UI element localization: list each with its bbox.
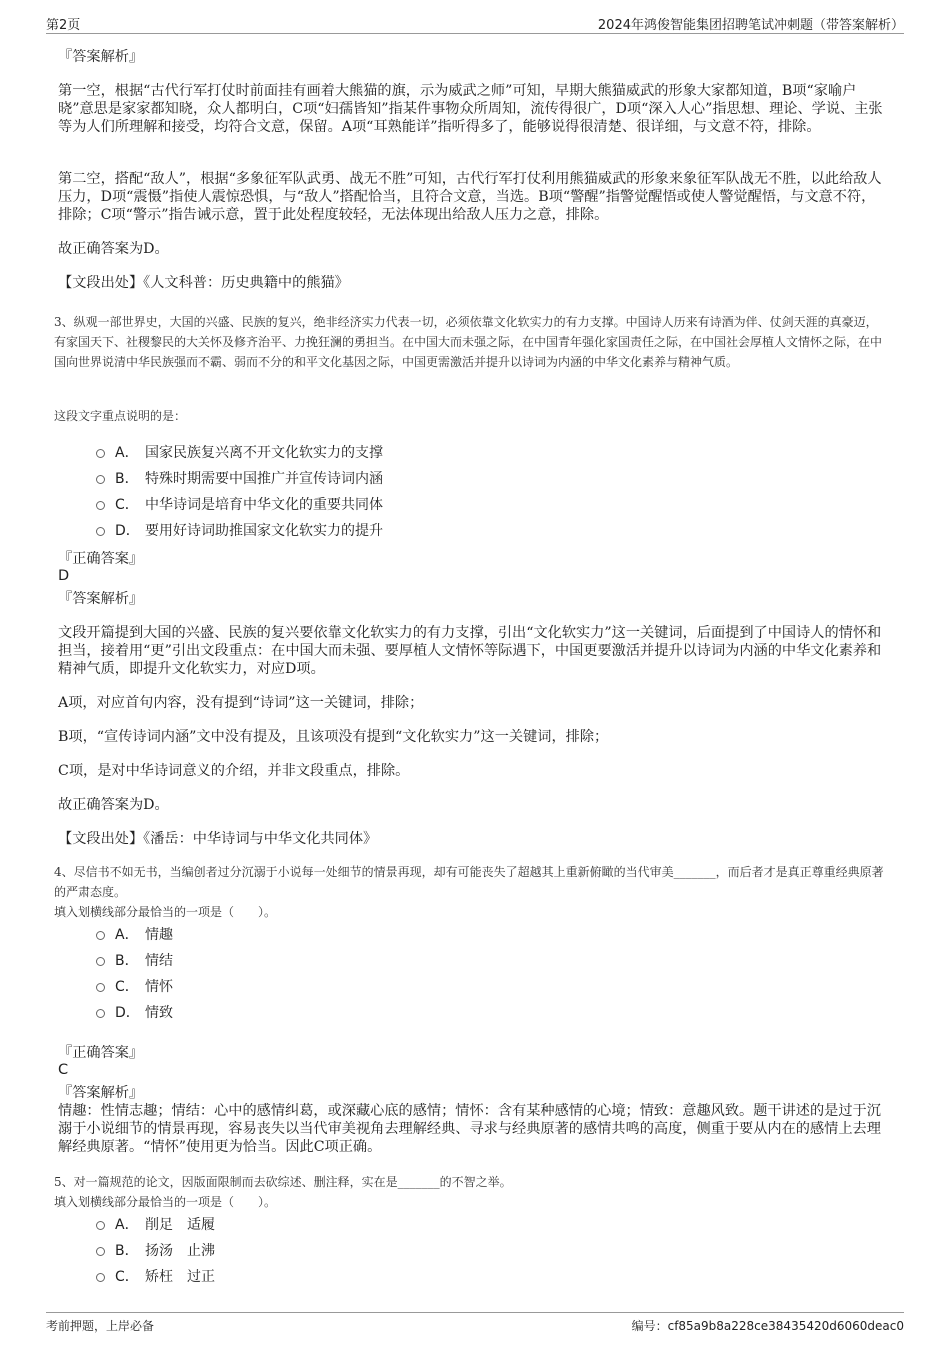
- q3-option-d[interactable]: D． 要用好诗词助推国家文化软实力的提升: [96, 522, 383, 540]
- q3-analysis-p1: 文段开篇提到大国的兴盛、民族的复兴要依靠文化软实力的有力支撑，引出“文化软实力”这一关键词，后面提到了中国诗人的情怀和担当，接着用“更”引出文段重点：在中国大而未强、要厚植人文情怀等际遇下，中国更要激活并提升以诗词为内涵的中华文化素养和精神气质，即提升文化软实力，对应D项。: [58, 625, 882, 677]
- q4-question: 填入划横线部分最恰当的一项是（ ）。: [54, 905, 277, 919]
- radio-icon[interactable]: [96, 1221, 105, 1230]
- footer-slogan: 考前押题，上岸必备: [46, 1319, 155, 1333]
- radio-icon[interactable]: [96, 527, 105, 536]
- radio-icon[interactable]: [96, 1009, 105, 1018]
- q3-answer: D: [58, 568, 70, 584]
- q5-stem: 5、对一篇规范的论文，因版面限制而去砍综述、删注释，实在是_______的不智之举。: [54, 1175, 512, 1189]
- q3-source: 【文段出处】《潘岳：中华诗词与中华文化共同体》: [58, 831, 378, 847]
- q2-source: 【文段出处】《人文科普：历史典籍中的熊猫》: [58, 275, 349, 291]
- q3-option-b[interactable]: B． 特殊时期需要中国推广并宣传诗词内涵: [96, 470, 383, 488]
- q3-analysis-p2: A项，对应首句内容，没有提到“诗词”这一关键词，排除；: [58, 695, 424, 711]
- q5-option-c[interactable]: C． 矫枉 过正: [96, 1268, 215, 1286]
- page-number: 第2页: [46, 18, 81, 33]
- q3-conclusion: 故正确答案为D。: [58, 797, 169, 813]
- q4-option-c[interactable]: C． 情怀: [96, 978, 173, 996]
- q4-option-d[interactable]: D． 情致: [96, 1004, 173, 1022]
- radio-icon[interactable]: [96, 1273, 105, 1282]
- page-footer: [46, 1312, 904, 1334]
- radio-icon[interactable]: [96, 931, 105, 940]
- q4-option-b[interactable]: B． 情结: [96, 952, 173, 970]
- q3-analysis-label: 『答案解析』: [58, 591, 144, 607]
- q3-option-c[interactable]: C． 中华诗词是培育中华文化的重要共同体: [96, 496, 383, 514]
- q4-option-a[interactable]: A． 情趣: [96, 926, 173, 944]
- q4-analysis: 情趣：性情志趣；情结：心中的感情纠葛，或深藏心底的感情；情怀：含有某种感情的心境；情致：意趣风致。题干讲述的是过于沉溺于小说细节的情景再现，容易丧失以当代审美视角去理解经典、寻求与经典原著的感情共鸣的高度，侧重于要从内在的感情上去理解经典原著。“情怀”使用更为恰当。因此C项正确。: [58, 1103, 881, 1155]
- radio-icon[interactable]: [96, 501, 105, 510]
- q3-answer-label: 『正确答案』: [58, 551, 144, 567]
- q2-analysis-p1: 第一空，根据“古代行军打仗时前面挂有画着大熊猫的旗，示为威武之师”可知，早期大熊猫威武的形象大家都知道，B项“家喻户晓”意思是家家都知晓，众人都明白，C项“妇孺皆知”指某件事物众所周知，流传得很广，D项“深入人心”指思想、理论、学说、主张等为人们所理解和接受，均符合文意，保留。A项“耳熟能详”指听得多了，能够说得很清楚、很详细，与文意不符，排除。: [58, 83, 883, 135]
- radio-icon[interactable]: [96, 475, 105, 484]
- q2-conclusion: 故正确答案为D。: [58, 241, 169, 257]
- radio-icon[interactable]: [96, 449, 105, 458]
- q4-answer: C: [58, 1062, 69, 1078]
- document-id: 编号：cf85a9b8a228ce38435420d6060deac0: [631, 1319, 904, 1333]
- q4-answer-label: 『正确答案』: [58, 1045, 144, 1061]
- q3-analysis-p4: C项，是对中华诗词意义的介绍，并非文段重点，排除。: [58, 763, 410, 779]
- q4-stem: 4、尽信书不如无书，当编创者过分沉溺于小说每一处细节的情景再现，却有可能丧失了超越其上重新俯瞰的当代审美_______，而后者才是真正尊重经典原著的严肃态度。: [54, 865, 884, 899]
- q5-question: 填入划横线部分最恰当的一项是（ ）。: [54, 1195, 277, 1209]
- radio-icon[interactable]: [96, 1247, 105, 1256]
- page-header: [46, 12, 904, 34]
- radio-icon[interactable]: [96, 983, 105, 992]
- q3-option-a[interactable]: A． 国家民族复兴离不开文化软实力的支撑: [96, 444, 383, 462]
- q3-question: 这段文字重点说明的是：: [54, 409, 187, 423]
- document-title: 2024年鸿俊智能集团招聘笔试冲刺题（带答案解析）: [597, 18, 904, 33]
- q2-analysis-p2: 第二空，搭配“敌人”，根据“多象征军队武勇、战无不胜”可知，古代行军打仗利用熊猫威武的形象来象征军队战无不胜，以此给敌人压力，D项“震慑”指使人震惊恐惧，与“敌人”搭配恰当，且符合文意，当选。B项“警醒”指警觉醒悟或使人警觉醒悟，与文意不符，排除；C项“警示”指告诫示意，置于此处程度较轻，无法体现出给敌人压力之意，排除。: [58, 171, 882, 223]
- radio-icon[interactable]: [96, 957, 105, 966]
- q2-analysis-label: 『答案解析』: [58, 49, 144, 65]
- q3-stem: 3、纵观一部世界史，大国的兴盛、民族的复兴，绝非经济实力代表一切，必须依靠文化软实力的有力支撑。中国诗人历来有诗酒为伴、仗剑天涯的真豪迈，有家国天下、社稷黎民的大关怀及修齐治平、力挽狂澜的勇担当。在中国大而未强之际，在中国青年强化家国责任之际，在中国社会厚植人文情怀之际，在中国向世界说清中华民族强而不霸、弱而不分的和平文化基因之际，中国更需激活并提升以诗词为内涵的中华文化素养与精神气质。: [54, 315, 883, 369]
- q4-analysis-label: 『答案解析』: [58, 1085, 144, 1101]
- q3-analysis-p3: B项，“宣传诗词内涵”文中没有提及，且该项没有提到“文化软实力”这一关键词，排除；: [58, 729, 609, 745]
- q5-option-a[interactable]: A． 削足 适履: [96, 1216, 215, 1234]
- q5-option-b[interactable]: B． 扬汤 止沸: [96, 1242, 215, 1260]
